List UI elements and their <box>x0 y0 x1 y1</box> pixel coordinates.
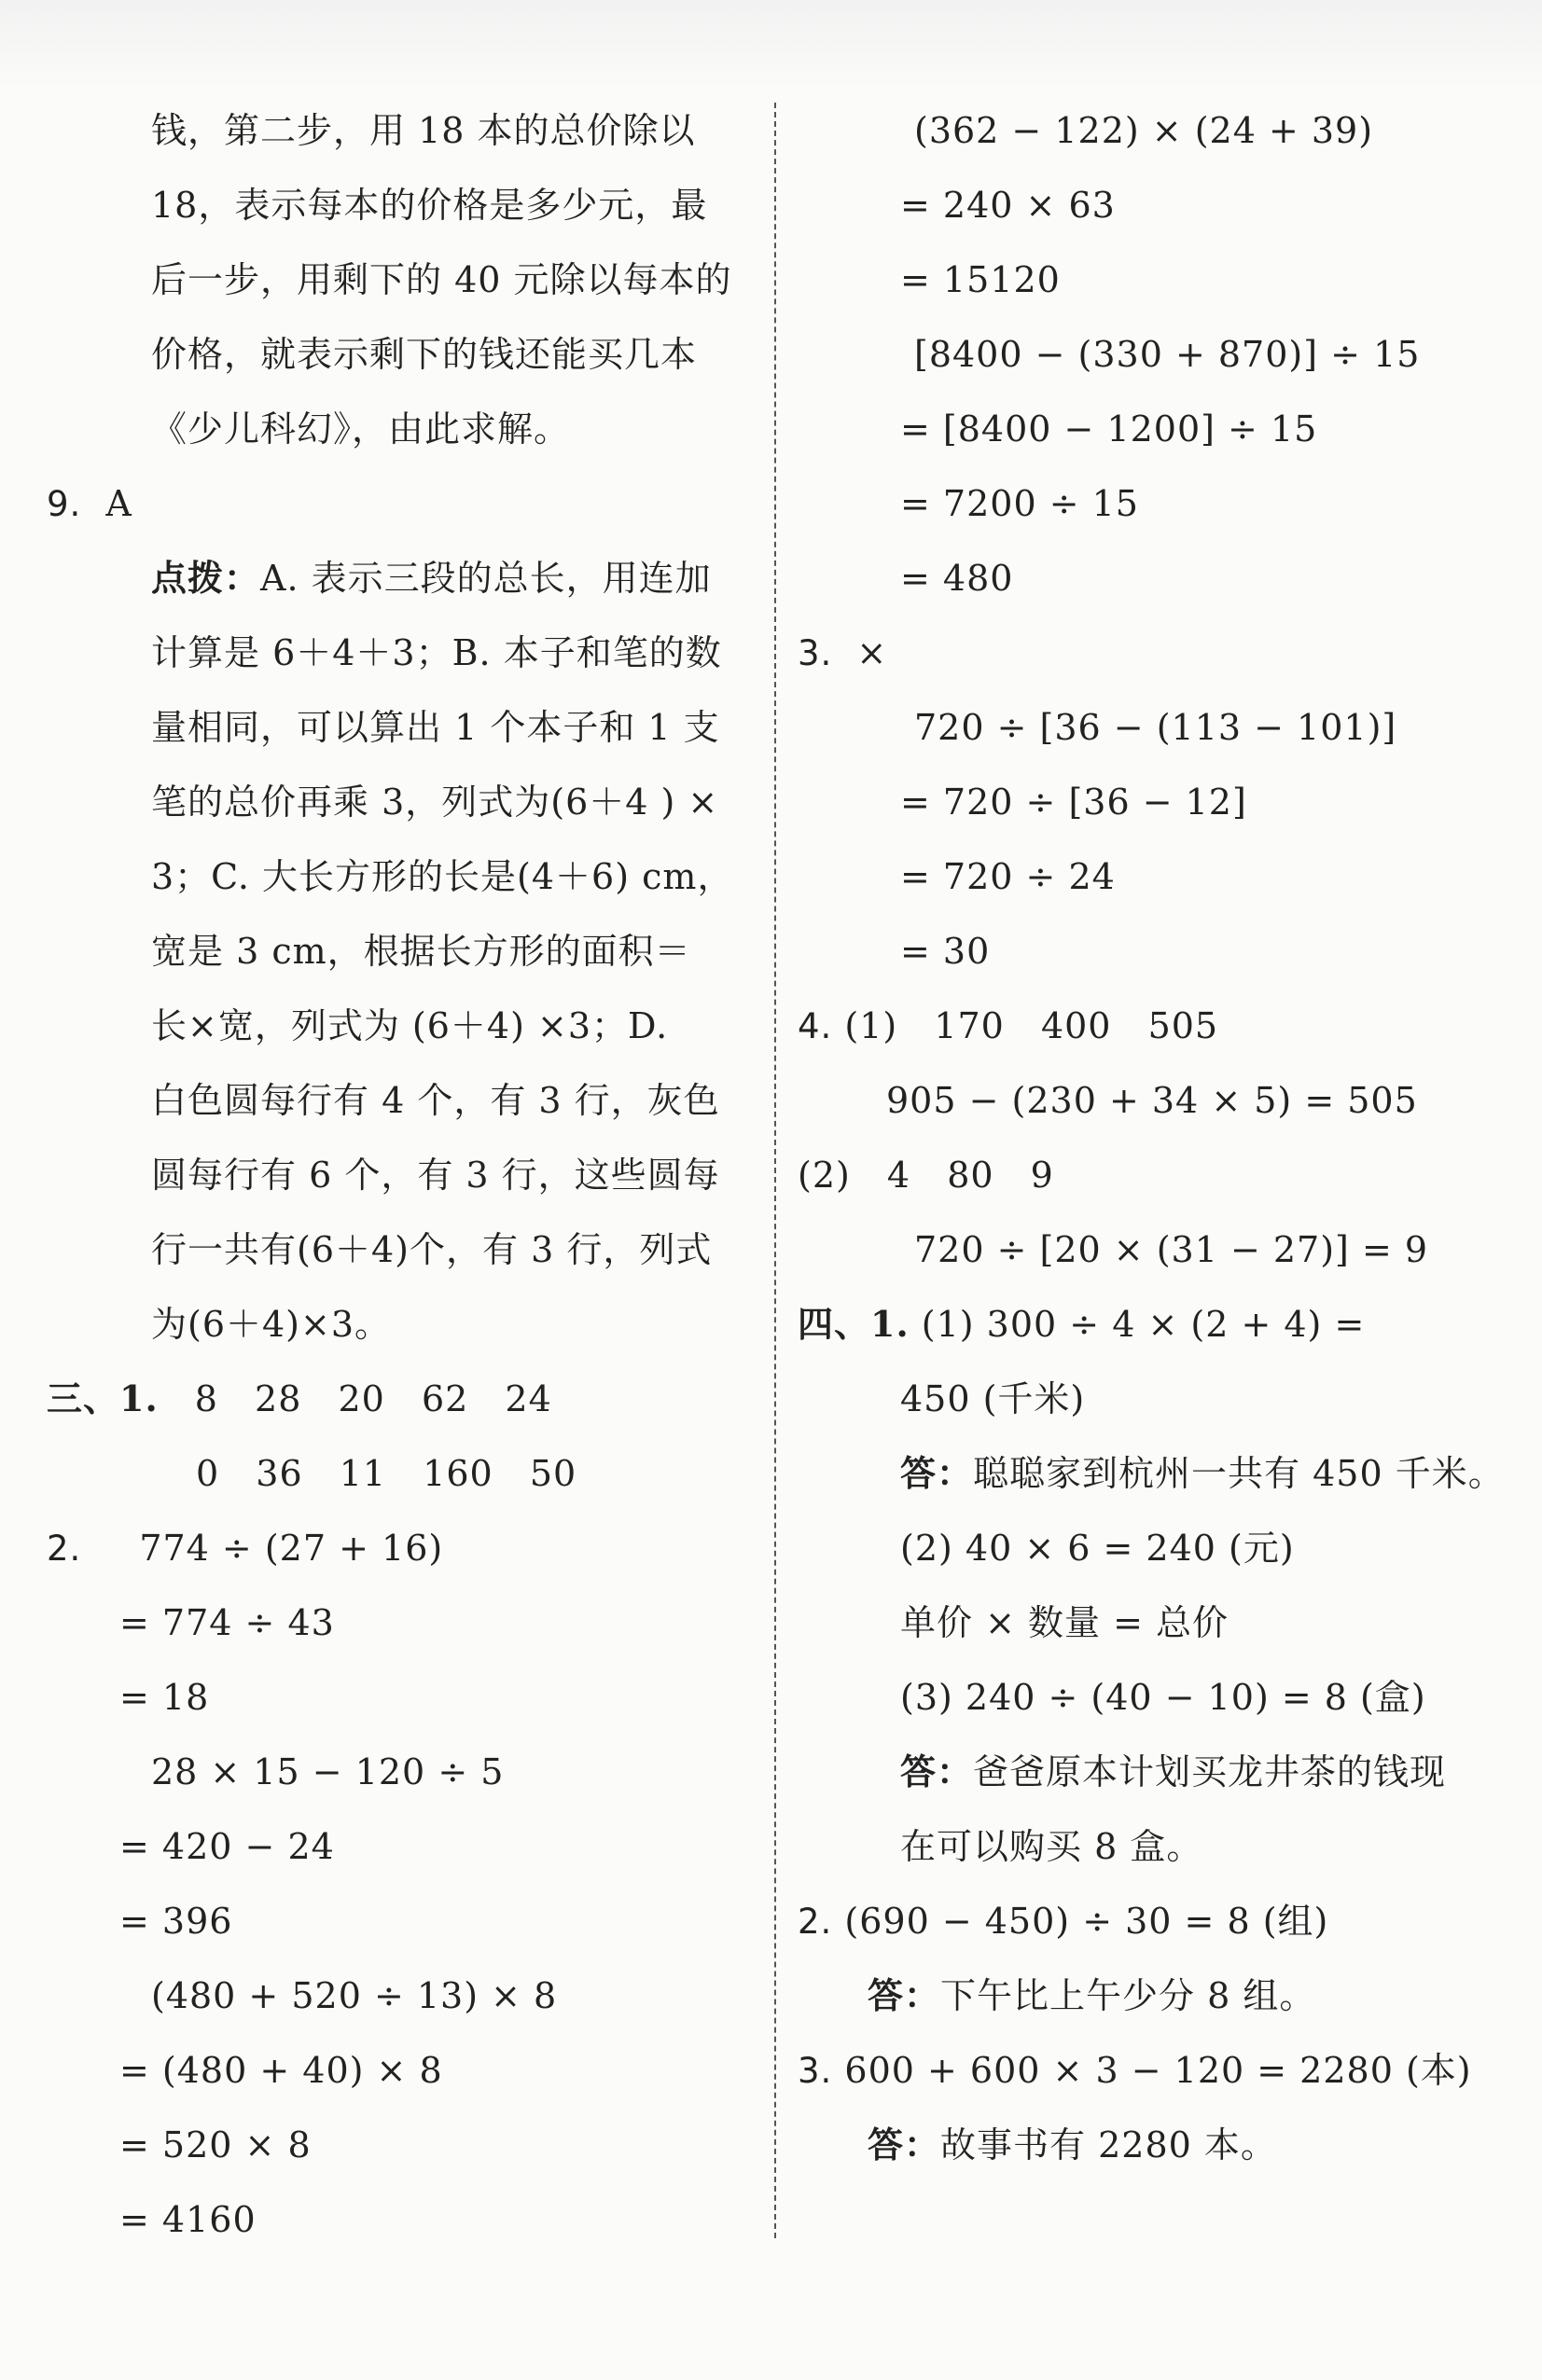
answer-value: 4 <box>886 1155 911 1196</box>
calc-line: = 240 × 63 <box>900 185 1116 226</box>
calc-line: = 480 <box>900 558 1014 599</box>
answer-line <box>798 1958 1507 2033</box>
answer-value: 50 <box>529 1453 577 1494</box>
formula-note: 单价 × 数量 = 总价 <box>900 1602 1229 1643</box>
calc-line: = 774 ÷ 43 <box>119 1602 335 1643</box>
calc-line: = 4160 <box>119 2199 257 2240</box>
answer-label: 答： <box>868 2124 941 2166</box>
calc-line: (480 + 520 ÷ 13) × 8 <box>151 1975 558 2016</box>
calc-line: (2) 40 × 6 = 240 (元) <box>900 1528 1295 1569</box>
section-4-question-3 <box>798 2033 1507 2108</box>
calc-line: 720 ÷ [20 × (31 − 27)] = 9 <box>914 1229 1429 1270</box>
text-line: 后一步，用剩下的 40 元除以每本的 <box>151 259 732 300</box>
answer-value: 24 <box>505 1378 552 1419</box>
answer-line <box>798 1436 1507 1511</box>
answer-value: 28 <box>255 1378 302 1419</box>
calc-line: 720 ÷ [36 − (113 − 101)] <box>914 707 1397 748</box>
question-number: 2. <box>798 1902 833 1942</box>
answer-line <box>798 1735 1507 1809</box>
calc-line: (362 − 122) × (24 + 39) <box>914 110 1374 151</box>
hint-line: 宽是 3 cm，根据长方形的面积＝ <box>151 931 691 972</box>
calc-line: (1) 300 ÷ 4 × (2 + 4) = <box>921 1304 1366 1345</box>
answer-line <box>798 2108 1507 2182</box>
answer-text: 聪聪家到杭州一共有 450 千米。 <box>973 1453 1505 1494</box>
question-2 <box>47 1511 742 1585</box>
calc-line: 28 × 15 − 120 ÷ 5 <box>151 1751 505 1792</box>
answer-value: 36 <box>256 1453 303 1494</box>
hint-line: 3；C. 大长方形的长是(4＋6) cm， <box>151 856 734 897</box>
question-number: 2. <box>47 1529 82 1569</box>
answer-label: 答： <box>900 1452 974 1494</box>
answer-value: 400 <box>1040 1005 1112 1046</box>
hint-line: 计算是 6＋4＋3；B. 本子和笔的数 <box>151 632 722 673</box>
right-column <box>798 93 1507 2182</box>
part-label: (1) <box>844 1005 898 1046</box>
question-3 <box>798 616 1507 690</box>
hint-line: 行一共有(6＋4)个，有 3 行，列式 <box>151 1229 713 1270</box>
section-4-question-2 <box>798 1884 1507 1958</box>
calc-line: 774 ÷ (27 + 16) <box>139 1528 444 1569</box>
answer-value: 8 <box>194 1378 218 1419</box>
hint-line: 笔的总价再乘 3，列式为(6＋4 ) × <box>151 782 719 823</box>
answer-value: 160 <box>423 1453 493 1494</box>
answer-choice: A <box>105 483 132 524</box>
calc-line: = 720 ÷ [36 − 12] <box>900 782 1247 823</box>
question-number: 3. <box>798 2051 833 2091</box>
answer-value: 11 <box>339 1453 387 1494</box>
section-label: 四、1. <box>798 1303 910 1345</box>
section-4-question-1 <box>798 1287 1507 1362</box>
calc-line: = 720 ÷ 24 <box>900 856 1116 897</box>
calc-line: = 7200 ÷ 15 <box>900 483 1139 524</box>
calc-line: = 520 × 8 <box>119 2124 312 2166</box>
calc-line: (3) 240 ÷ (40 − 10) = 8 (盒) <box>900 1677 1426 1718</box>
text-line: 18，表示每本的价格是多少元，最 <box>151 185 708 226</box>
answer-label: 答： <box>900 1750 974 1792</box>
question-4-part-1 <box>798 989 1507 1063</box>
calc-line: (690 − 450) ÷ 30 = 8 (组) <box>844 1901 1329 1942</box>
answer-value: 62 <box>421 1378 469 1419</box>
calc-line: [8400 − (330 + 870)] ÷ 15 <box>914 334 1421 375</box>
calc-line: = (480 + 40) × 8 <box>119 2050 443 2091</box>
text-line: 价格，就表示剩下的钱还能买几本 <box>151 334 698 375</box>
hint-line <box>47 541 742 616</box>
hint-line: 为(6＋4)×3。 <box>151 1304 392 1345</box>
answer-value: 170 <box>934 1005 1005 1046</box>
calc-line: = [8400 − 1200] ÷ 15 <box>900 408 1318 450</box>
answer-text: 爸爸原本计划买龙井茶的钱现 <box>973 1751 1447 1792</box>
answer-value: 505 <box>1147 1005 1219 1046</box>
calc-line: = 30 <box>900 931 991 972</box>
part-label: (2) <box>798 1155 851 1196</box>
question-number: 4. <box>798 1006 833 1046</box>
hint-label: 点拨： <box>151 557 261 599</box>
question-9 <box>47 466 742 541</box>
calc-line: = 420 − 24 <box>119 1826 335 1867</box>
calc-line: 450 (千米) <box>900 1378 1086 1419</box>
question-4-part-2 <box>798 1138 1507 1212</box>
answer-value: 9 <box>1030 1155 1054 1196</box>
section-3-row-1 <box>47 1362 742 1436</box>
hint-line: 白色圆每行有 4 个，有 3 行，灰色 <box>151 1080 720 1121</box>
question-number: 9. <box>47 484 82 524</box>
hint-line: 圆每行有 6 个，有 3 行，这些圆每 <box>151 1155 720 1196</box>
hint-line: 长×宽，列式为 (6＋4) ×3；D. <box>151 1005 669 1046</box>
calc-line: = 15120 <box>900 259 1061 300</box>
answer-text: 故事书有 2280 本。 <box>940 2124 1277 2166</box>
answer-text: 下午比上午少分 8 组。 <box>940 1975 1316 2016</box>
hint-text: A. 表示三段的总长，用连加 <box>260 558 712 599</box>
hint-line: 量相同，可以算出 1 个本子和 1 支 <box>151 707 720 748</box>
text-line: 《少儿科幻》，由此求解。 <box>151 408 571 450</box>
answer-value: 20 <box>338 1378 385 1419</box>
answer-value: 80 <box>947 1155 994 1196</box>
answer-text: 在可以购买 8 盒。 <box>900 1826 1203 1867</box>
calc-line: 905 − (230 + 34 × 5) = 505 <box>886 1080 1418 1121</box>
section-label: 三、1. <box>47 1377 159 1419</box>
answer-value: 0 <box>196 1453 220 1494</box>
calc-line: = 18 <box>119 1677 210 1718</box>
text-line: 钱，第二步，用 18 本的总价除以 <box>151 110 696 151</box>
judgement-mark: × <box>856 632 888 673</box>
column-divider <box>774 103 776 2238</box>
question-number: 3. <box>798 633 833 673</box>
left-column <box>47 93 742 2257</box>
section-3-row-2 <box>47 1436 742 1511</box>
answer-label: 答： <box>868 1974 941 2016</box>
calc-line: 600 + 600 × 3 − 120 = 2280 (本) <box>844 2050 1472 2091</box>
calc-line: = 396 <box>119 1901 233 1942</box>
